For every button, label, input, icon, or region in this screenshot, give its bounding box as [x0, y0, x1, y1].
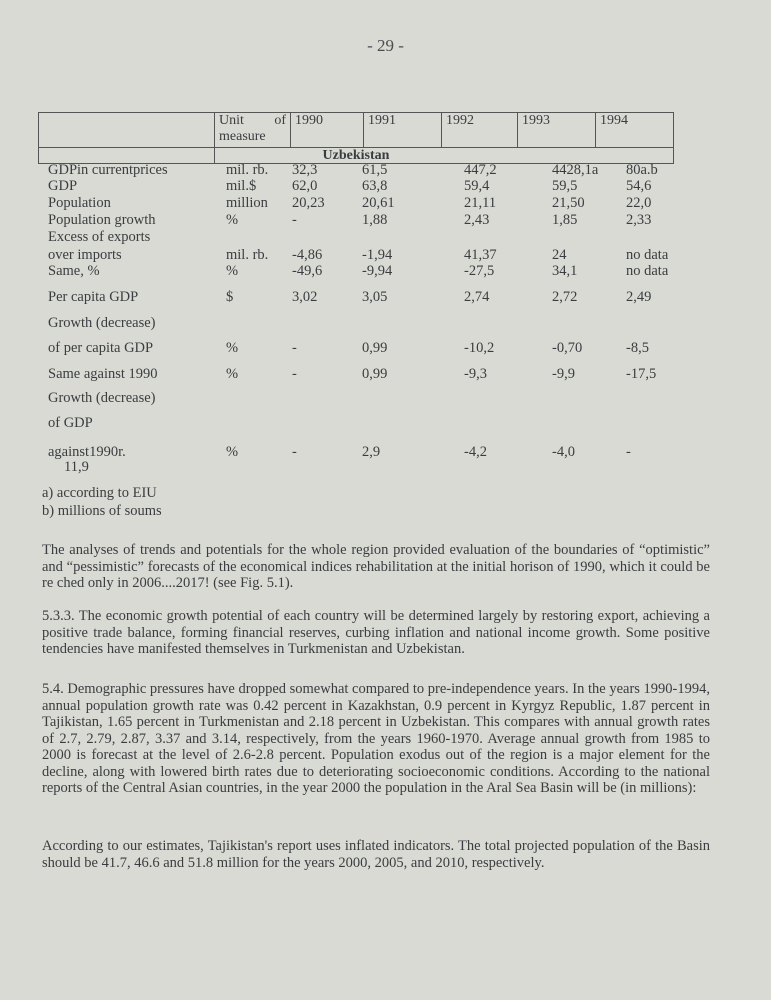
- table-cell-label: Same against 1990: [48, 366, 158, 382]
- header-year-1992: 1992: [441, 113, 517, 147]
- table-cell-v1994: -8,5: [626, 340, 649, 356]
- table-cell-unit: mil. rb.: [226, 247, 269, 263]
- table-cell-v1990: -: [292, 366, 297, 382]
- table-cell-v1992: 447,2: [464, 162, 497, 178]
- table-cell-label: Growth (decrease): [48, 390, 156, 406]
- table-cell-label: against1990r.: [48, 444, 126, 460]
- table-cell-v1990: 20,23: [292, 195, 325, 211]
- table-cell-v1992: 41,37: [464, 247, 497, 263]
- table-cell-v1991: 3,05: [362, 289, 388, 305]
- table-cell-v1990: -: [292, 340, 297, 356]
- table-cell-unit: million: [226, 195, 268, 211]
- header-year-1991: 1991: [363, 113, 441, 147]
- table-cell-label: GDPin currentprices: [48, 162, 168, 178]
- table-cell-v1994: -: [626, 444, 631, 460]
- table-row: [46, 211, 726, 229]
- table-cell-v1994: 54,6: [626, 178, 652, 194]
- paragraph-estimates: According to our estimates, Tajikistan's report uses inflated indicators. The total projected population of the Basin should be 41.7, 46.6 and 51.8 million for the years 2000, 2005, and 2010, respectively.: [42, 838, 710, 871]
- table-cell-v1994: no data: [626, 247, 669, 263]
- table-cell-unit: mil. rb.: [226, 162, 269, 178]
- table-cell-v1992: 21,11: [464, 195, 497, 211]
- table-cell-v1993: -0,70: [552, 340, 583, 356]
- table-cell-v1992: -4,2: [464, 444, 487, 460]
- table-cell-label: 11,9: [64, 459, 89, 475]
- table-row: [46, 177, 726, 195]
- table-cell-v1993: 59,5: [552, 178, 578, 194]
- table-row: [46, 414, 726, 432]
- footnote: a) according to EIU: [42, 485, 157, 501]
- table-row: [46, 339, 726, 357]
- table-cell-v1991: -9,94: [362, 263, 393, 279]
- paragraph-533: 5.3.3. The economic growth potential of each country will be determined largely by restoring export, achieving a positive trade balance, forming financial reserves, curbing inflation and national income growth. Some positive tendencies have manifested themselves in Turkmenistan and Uzbekistan.: [42, 608, 710, 657]
- table-header: [38, 112, 674, 164]
- table-cell-v1990: -49,6: [292, 263, 323, 279]
- table-header-row: [39, 113, 673, 148]
- table-cell-label: Same, %: [48, 263, 100, 279]
- table-row: [46, 314, 726, 332]
- footnote: b) millions of soums: [42, 503, 162, 519]
- paragraph-54: 5.4. Demographic pressures have dropped somewhat compared to pre-independence years. In the years 1990-1994, annual population growth rate was 0.42 percent in Kazakhstan, 0.9 percent in Kyrgyz Republic, 1.87 percent in Tajikistan, 1.65 percent in Turkmenistan and 2.18 percent in Uzbekistan. This compares with annual growth rates of 2.7, 2.79, 2.87, 3.37 and 3.14, respectively, from the years 1960-1970. Average annual growth from 1985 to 2000 is forecast at the level of 2.6-2.8 percent. Population exodus out of the region is a major element for the decline, along with lowered birth rates due to deteriorating socioeconomic conditions. According to the national reports of the Central Asian countries, in the year 2000 the population in the Aral Sea Basin will be (in millions):: [42, 681, 710, 796]
- table-cell-v1991: -1,94: [362, 247, 393, 263]
- table-cell-v1990: 62,0: [292, 178, 318, 194]
- table-cell-v1993: 34,1: [552, 263, 578, 279]
- table-cell-v1991: 2,9: [362, 444, 381, 460]
- table-cell-label: Per capita GDP: [48, 289, 139, 305]
- table-cell-v1990: 3,02: [292, 289, 318, 305]
- table-row: [46, 262, 726, 280]
- table-cell-label: over imports: [48, 247, 122, 263]
- table-cell-v1992: 59,4: [464, 178, 490, 194]
- table-cell-label: of per capita GDP: [48, 340, 154, 356]
- table-cell-v1990: -: [292, 444, 297, 460]
- table-cell-v1993: -4,0: [552, 444, 575, 460]
- table-row: [46, 365, 726, 383]
- table-cell-unit: %: [226, 212, 239, 228]
- table-cell-v1991: 0,99: [362, 366, 388, 382]
- table-cell-v1994: 22,0: [626, 195, 652, 211]
- table-row: [46, 228, 726, 246]
- table-cell-unit: mil.$: [226, 178, 257, 194]
- table-cell-v1992: 2,74: [464, 289, 490, 305]
- table-cell-v1993: 24: [552, 247, 567, 263]
- header-of-word: of: [274, 113, 286, 128]
- paragraph-analysis: The analyses of trends and potentials for the whole region provided evaluation of the boundaries of “optimistic” and “pessimistic” forecasts of the economical indices rehabilitation at the initial horison of 1990, which it could be re ched only in 2006....2017! (see Fig. 5.1).: [42, 542, 710, 591]
- table-row: [46, 458, 726, 476]
- table-cell-label: Population growth: [48, 212, 156, 228]
- header-year-1990: 1990: [290, 113, 363, 147]
- page-number: - 29 -: [367, 36, 404, 55]
- table-cell-v1991: 0,99: [362, 340, 388, 356]
- table-cell-v1994: -17,5: [626, 366, 657, 382]
- table-cell-v1993: 2,72: [552, 289, 578, 305]
- table-cell-unit: %: [226, 366, 239, 382]
- table-cell-v1990: -4,86: [292, 247, 323, 263]
- table-cell-unit: %: [226, 340, 239, 356]
- table-cell-unit: %: [226, 263, 239, 279]
- table-cell-v1992: 2,43: [464, 212, 490, 228]
- table-cell-v1992: -9,3: [464, 366, 487, 382]
- table-cell-v1991: 61,5: [362, 162, 388, 178]
- table-cell-v1993: -9,9: [552, 366, 575, 382]
- table-cell-v1994: no data: [626, 263, 669, 279]
- table-row: [46, 288, 726, 306]
- table-cell-v1994: 80a.b: [626, 162, 658, 178]
- table-cell-v1991: 63,8: [362, 178, 388, 194]
- header-measure-word: measure: [219, 129, 266, 144]
- country-name: Uzbekistan: [322, 148, 390, 163]
- header-year-1993: 1993: [517, 113, 595, 147]
- table-cell-label: Excess of exports: [48, 229, 151, 245]
- table-cell-v1990: -: [292, 212, 297, 228]
- header-unit-of-measure: [214, 113, 290, 147]
- table-cell-v1992: -27,5: [464, 263, 495, 279]
- table-cell-v1993: 21,50: [552, 195, 585, 211]
- table-row: [46, 389, 726, 407]
- table-row: [46, 194, 726, 212]
- table-cell-v1994: 2,49: [626, 289, 652, 305]
- header-year-1994: 1994: [595, 113, 673, 147]
- table-cell-label: Growth (decrease): [48, 315, 156, 331]
- table-cell-v1990: 32,3: [292, 162, 318, 178]
- table-cell-label: Population: [48, 195, 111, 211]
- table-cell-v1993: 1,85: [552, 212, 578, 228]
- table-cell-label: GDP: [48, 178, 78, 194]
- table-cell-v1993: 4428,1a: [552, 162, 599, 178]
- table-cell-unit: %: [226, 444, 239, 460]
- table-cell-unit: $: [226, 289, 234, 305]
- table-cell-v1992: -10,2: [464, 340, 495, 356]
- header-unit-word: Unit: [219, 113, 244, 128]
- table-cell-v1994: 2,33: [626, 212, 652, 228]
- table-cell-v1991: 20,61: [362, 195, 395, 211]
- table-cell-label: of GDP: [48, 415, 93, 431]
- table-cell-v1991: 1,88: [362, 212, 388, 228]
